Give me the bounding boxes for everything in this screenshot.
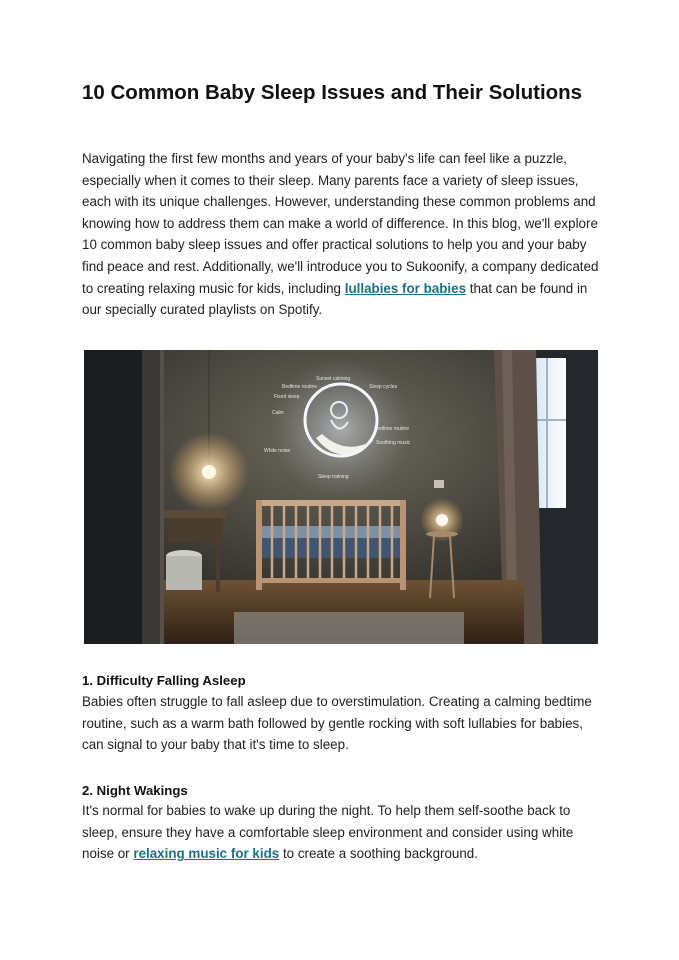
illustration-label-top: Sunset calming <box>316 376 351 382</box>
article-title: 10 Common Baby Sleep Issues and Their Solutions <box>82 81 583 104</box>
section-2-text: It's normal for babies to wake up during the night. To help them self-soothe back to sleep, ensure they have a comfortable sleep environment and consider using white noise or <box>82 803 574 862</box>
intro-text: Navigating the first few months and years of your baby's life can feel like a puzzle, especially when it comes to their sleep. Many parents face a variety of sleep issues, each with its unique challenges. However, understanding these common problems and knowing how to address them can make a world of difference. In this blog, we'll explore 10 common baby sleep issues and offer practical solutions to help you and your baby find peace and rest. Additionally, we'll introduce you to Sukoonify, a company dedicated to creating relaxing music for kids, including <box>82 151 599 296</box>
illustration-label-r1: Bedtime routine <box>374 426 410 432</box>
section-2-tail: to create a soothing background. <box>279 846 478 862</box>
section-2-body <box>82 800 602 865</box>
nursery-illustration <box>84 350 598 644</box>
lullabies-link[interactable]: lullabies for babies <box>344 280 467 296</box>
illustration-label-l3: Calm <box>272 410 284 416</box>
illustration-label-r2: Soothing music <box>376 440 411 446</box>
illustration-label-tl1: Bedtime routine <box>282 384 318 390</box>
intro-paragraph <box>82 148 602 321</box>
section-1-body: Babies often struggle to fall asleep due to overstimulation. Creating a calming bedtime routine, such as a warm bath followed by gentle rocking with soft lullabies for babies, can signal to your baby that it's time to sleep. <box>82 694 592 753</box>
intro-tail: that can be found in our specially curated playlists on Spotify. <box>82 280 588 318</box>
section-2-heading: 2. Night Wakings <box>82 783 188 798</box>
illustration-label-l4: White noise <box>264 448 291 454</box>
section-1-heading: 1. Difficulty Falling Asleep <box>82 673 246 688</box>
illustration-label-tl2: Fixed sleep <box>274 394 300 400</box>
illustration-label-tr1: Sleep cycles <box>369 384 398 390</box>
illustration-label-bottom: Sleep training <box>318 474 349 480</box>
relaxing-music-link[interactable]: relaxing music for kids <box>133 846 280 862</box>
